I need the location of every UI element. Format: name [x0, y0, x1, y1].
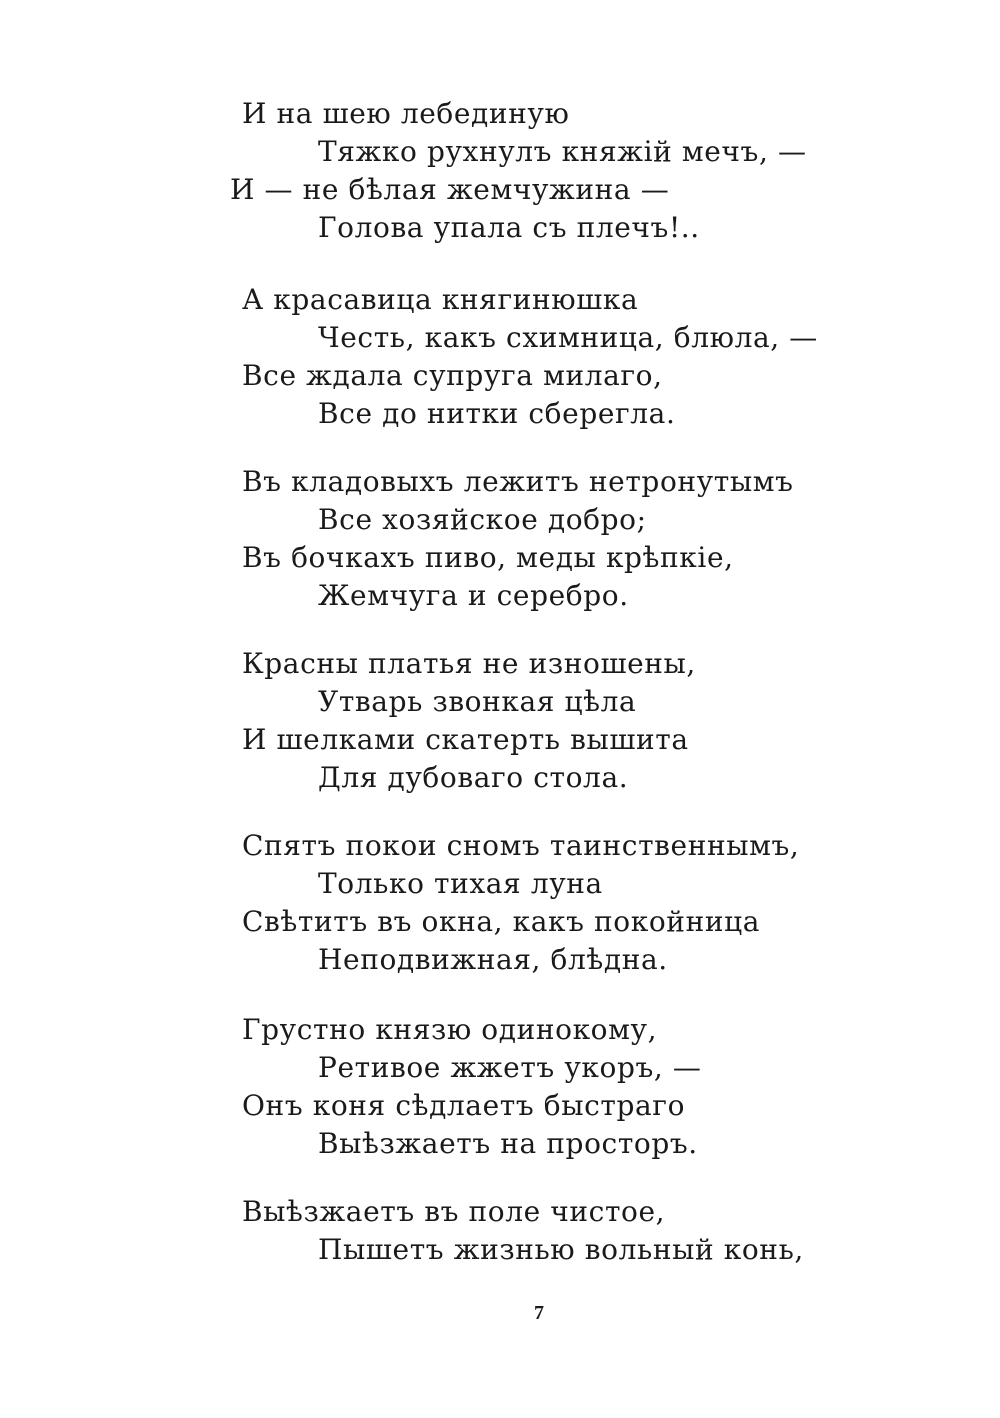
poem-line: Пышетъ жизнью вольный конь,	[318, 1233, 804, 1266]
poem-line: Въ бочкахъ пиво, меды крѣпкiе,	[242, 541, 734, 574]
poem-line: Все до нитки сберегла.	[318, 397, 676, 430]
poem-line: А красавица княгинюшка	[242, 283, 639, 316]
poem-line: Для дубоваго стола.	[318, 761, 629, 794]
page-number: 7	[534, 1302, 544, 1324]
poem-line: Все хозяйское добро;	[318, 503, 647, 536]
poem-line: Ретивое жжетъ укоръ, —	[318, 1051, 702, 1084]
poem-line: Только тихая луна	[318, 867, 603, 900]
poem-line: Неподвижная, блѣдна.	[318, 943, 668, 976]
poem-line: Все ждала супруга милаго,	[242, 359, 663, 392]
poem-line: Красны платья не изношены,	[242, 647, 696, 680]
poem-line: Выѣзжаетъ въ поле чистое,	[242, 1195, 666, 1228]
poem-line: Грустно князю одинокому,	[242, 1013, 658, 1046]
poem-line: Жемчуга и серебро.	[318, 579, 629, 612]
poem-line: И шелками скатерть вышита	[242, 723, 689, 756]
poem-line: Спятъ покои сномъ таинственнымъ,	[242, 829, 800, 862]
poem-line: Онъ коня сѣдлаетъ быстраго	[242, 1089, 686, 1122]
poem-line: Въ кладовыхъ лежитъ нетронутымъ	[242, 465, 794, 498]
poem-line: Выѣзжаетъ на просторъ.	[318, 1127, 698, 1160]
poem-line: Свѣтитъ въ окна, какъ покойница	[242, 905, 760, 938]
poem-line: Честь, какъ схимница, блюла, —	[318, 321, 818, 354]
poem-line: Голова упала съ плечъ!..	[318, 211, 700, 244]
poem-line: И — не бѣлая жемчужина —	[230, 173, 670, 206]
poem-line: И на шею лебединую	[242, 97, 570, 130]
poem-line: Утварь звонкая цѣла	[318, 685, 637, 718]
poem-line: Тяжко рухнулъ княжiй мечъ, —	[318, 135, 807, 168]
